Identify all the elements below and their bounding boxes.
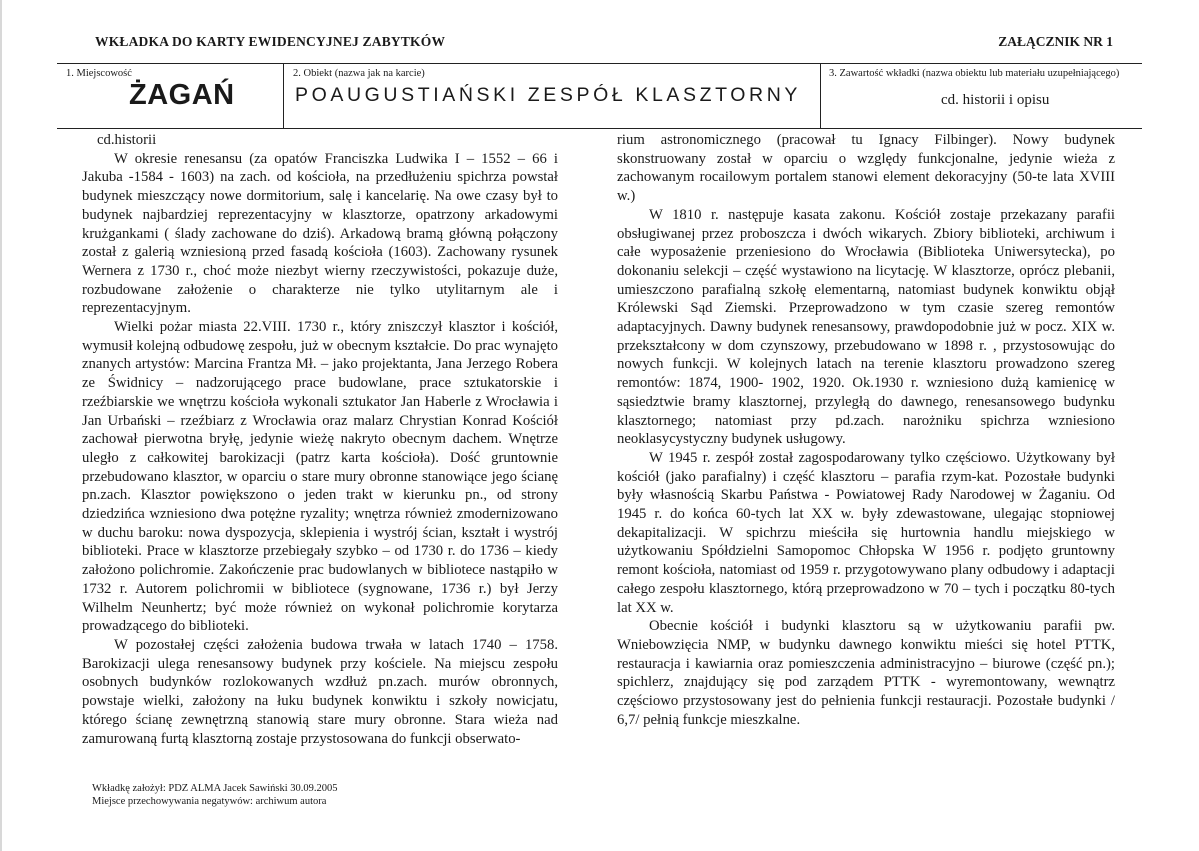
document-title: WKŁADKA DO KARTY EWIDENCYJNEJ ZABYTKÓW [95, 34, 446, 49]
left-text-column [82, 131, 558, 771]
footer-notes [92, 782, 338, 808]
content-field [821, 64, 1142, 128]
right-text-column [617, 131, 1115, 771]
paragraph: W pozostałej części założenia budowa trwała w latach 1740 – 1758. Barokizacji ulega renesansowy budynek przy kościele. Na miejscu zespołu osobnych budynków rozlokowanych wzdłuż pn.zach. murów obronnych, powstaje wielki, założony na łuku budynek konwiktu i szkoły nowicjatu, którego ścianę zewnętrzną stanowią stare mury obronne. Stara wieża nad zamurowaną furtą klasztorną zostaje przystosowana do funkcji obserwato- [82, 636, 558, 747]
header-fields-box [57, 63, 1142, 129]
annex-label: ZAŁĄCZNIK NR 1 [998, 34, 1113, 49]
place-field [57, 64, 283, 128]
object-value: POAUGUSTIAŃSKI ZESPÓŁ KLASZTORNY [295, 84, 802, 106]
place-value: ŻAGAŃ [129, 79, 235, 111]
object-field [283, 64, 821, 128]
section-heading: cd.historii [97, 132, 157, 148]
place-label: 1. Miejscowość [66, 68, 132, 79]
storage-note: Miejsce przechowywania negatywów: archiwum autora [92, 796, 327, 807]
scan-edge [0, 0, 2, 851]
paragraph: Obecnie kościół i budynki klasztoru są w użytkowaniu parafii pw. Wniebowzięcia NMP, w budynku dawnego konwiktu mieści się hotel PTTK, restauracja i kawiarnia oraz pomieszczenia administracyjno – biurowe (część pn.); spichlerz, znajdujący się pod zarządem PTTK - wyremontowany, wewnątrz częściowo przystosowany jest do pełnienia funkcji restauracji. Pozostałe budynki / 6,7/ pełnią funkcje mieszkalne. [617, 618, 1115, 728]
paragraph: Wielki pożar miasta 22.VIII. 1730 r., który zniszczył klasztor i kościół, wymusił kolejną odbudowę zespołu, już w obecnym kształcie. Do prac wynajęto znanych artystów: Marcina Frantza Mł. – jako projektanta, Jana Jerzego Robera ze Świdnicy – nadzorującego prace budowlane, prace sztukatorskie i rzeźbiarskie we wnętrzu kościoła wykonali sztukator Jan Haberle z Wrocławia i Jan Urbański – rzeźbiarz z Wrocławia oraz malarz Chrystian Konrad Kościół zachował pierwotna bryłę, jedynie wieżę nakryto obecnym dachem. Wnętrze uległo z całkowitej barokizacji (patrz karta kościoła). Dość gruntownie przebudowano klasztor, w oparciu o stare mury obronne stanowiące jego ścianę pn.zach. Klasztor powiększono o jeden trakt w kierunku pn., od strony dziedzińca wzniesiono dwa potężne ryzality; wnętrza również zmodernizowano w duchu baroku: nowa dyspozycja, sklepienia i wystrój ścian, kształt i wystrój biblioteki. Prace w klasztorze przebiegały szybko – od 1730 r. do 1736 – kiedy założono polichromie. Zakończenie prac budowlanych w bibliotece nastąpiło w 1732 r. Autorem polichromii w bibliotece (sygnowane, 1736 r.) był Jerzy Wilhelm Neunhertz; być może również on wykonał polichromie korytarza prowadzącego do biblioteki. [82, 319, 558, 635]
object-label: 2. Obiekt (nazwa jak na karcie) [293, 68, 425, 79]
paragraph: W 1945 r. zespół został zagospodarowany tylko częściowo. Użytkowany był kościół (jako parafialny) i część klasztoru – parafia rzym-kat. Pozostałe budynki były własnością Skarbu Państwa - Powiatowej Rady Narodowej w Żaganiu. Od 1945 r. do końca 60-tych lat XX w. były zdewastowane, ulegając stopniowej dekapitalizacji. W spichrzu mieściła się hurtownia handlu miejskiego w użytkowaniu Spółdzielni Samopomoc Chłopska W 1956 r. podjęto gruntowny remont kościoła, natomiast od 1959 r. przygotowywano plany odbudowy i adaptacji całego zespołu klasztornego, którą przeprowadzono w 70 – tych i początku 80-tych lat XX w. [617, 449, 1115, 616]
paragraph: W okresie renesansu (za opatów Franciszka Ludwika I – 1552 – 66 i Jakuba -1584 - 1603) na zach. od kościoła, na przedłużeniu spichrza powstał budynek mieszczący nowe dormitorium, salę i kancelarię. Na owe czasy był to budynek najbardziej reprezentacyjny w klasztorze, opatrzony arkadowymi krużgankami ( ślady zachowane do dziś). Arkadową bramą główną połączony został z galerią wzniesioną przed fasadą kościoła (1603). Zachowany rysunek Wernera z 1730 r., choć może niezbyt wierny rzeczywistości, pokazuje duże, rozbudowane założenie o charakterze nie tylko utylitarnym ale i reprezentacyjnym. [82, 150, 558, 317]
content-label: 3. Zawartość wkładki (nazwa obiektu lub materiału uzupełniającego) [829, 68, 1120, 79]
content-value: cd. historii i opisu [941, 92, 1050, 108]
author-note: Wkładkę założył: PDZ ALMA Jacek Sawiński 30.09.2005 [92, 783, 338, 794]
paragraph: W 1810 r. następuje kasata zakonu. Kościół zostaje przekazany parafii obsługiwanej przez proboszcza i dwóch wikarych. Zbiory biblioteki, archiwum i całe wyposażenie przeniesiono do Wrocławia (Biblioteka Uniwersytecka), po dokonaniu selekcji – część wystawiono na licytację. W klasztorze, oprócz plebanii, umieszczono parafialną szkołę elementarną, natomiast budynek konwiktu objął Królewski Sąd Ziemski. Przeprowadzono w tym czasie szereg remontów adaptacyjnych. Dawny budynek renesansowy, prawdopodobnie już w pocz. XIX w. przekształcony w dom czynszowy, przebudowano w 1898 r. , przystosowując do nowych funkcji. W kolejnych latach na terenie klasztoru prowadzono szereg remontów: 1874, 1900- 1902, 1920. Ok.1930 r. wzniesiono dużą kamienicę w sąsiedztwie bramy klasztornej, przyległą do dawnego, renesansowego budynku klasztornego; natomiast przy pd.zach. narożniku spichrza wzniesiono neoklasycystyczny budynek usługowy. [617, 206, 1115, 448]
paragraph: rium astronomicznego (pracował tu Ignacy Filbinger). Nowy budynek skonstruowany został w oparciu o względy funkcjonalne, jedynie wieża z zachowanym rocailowym portalem stanowi element dekoracyjny (50-te lata XVIII w.) [617, 132, 1115, 205]
